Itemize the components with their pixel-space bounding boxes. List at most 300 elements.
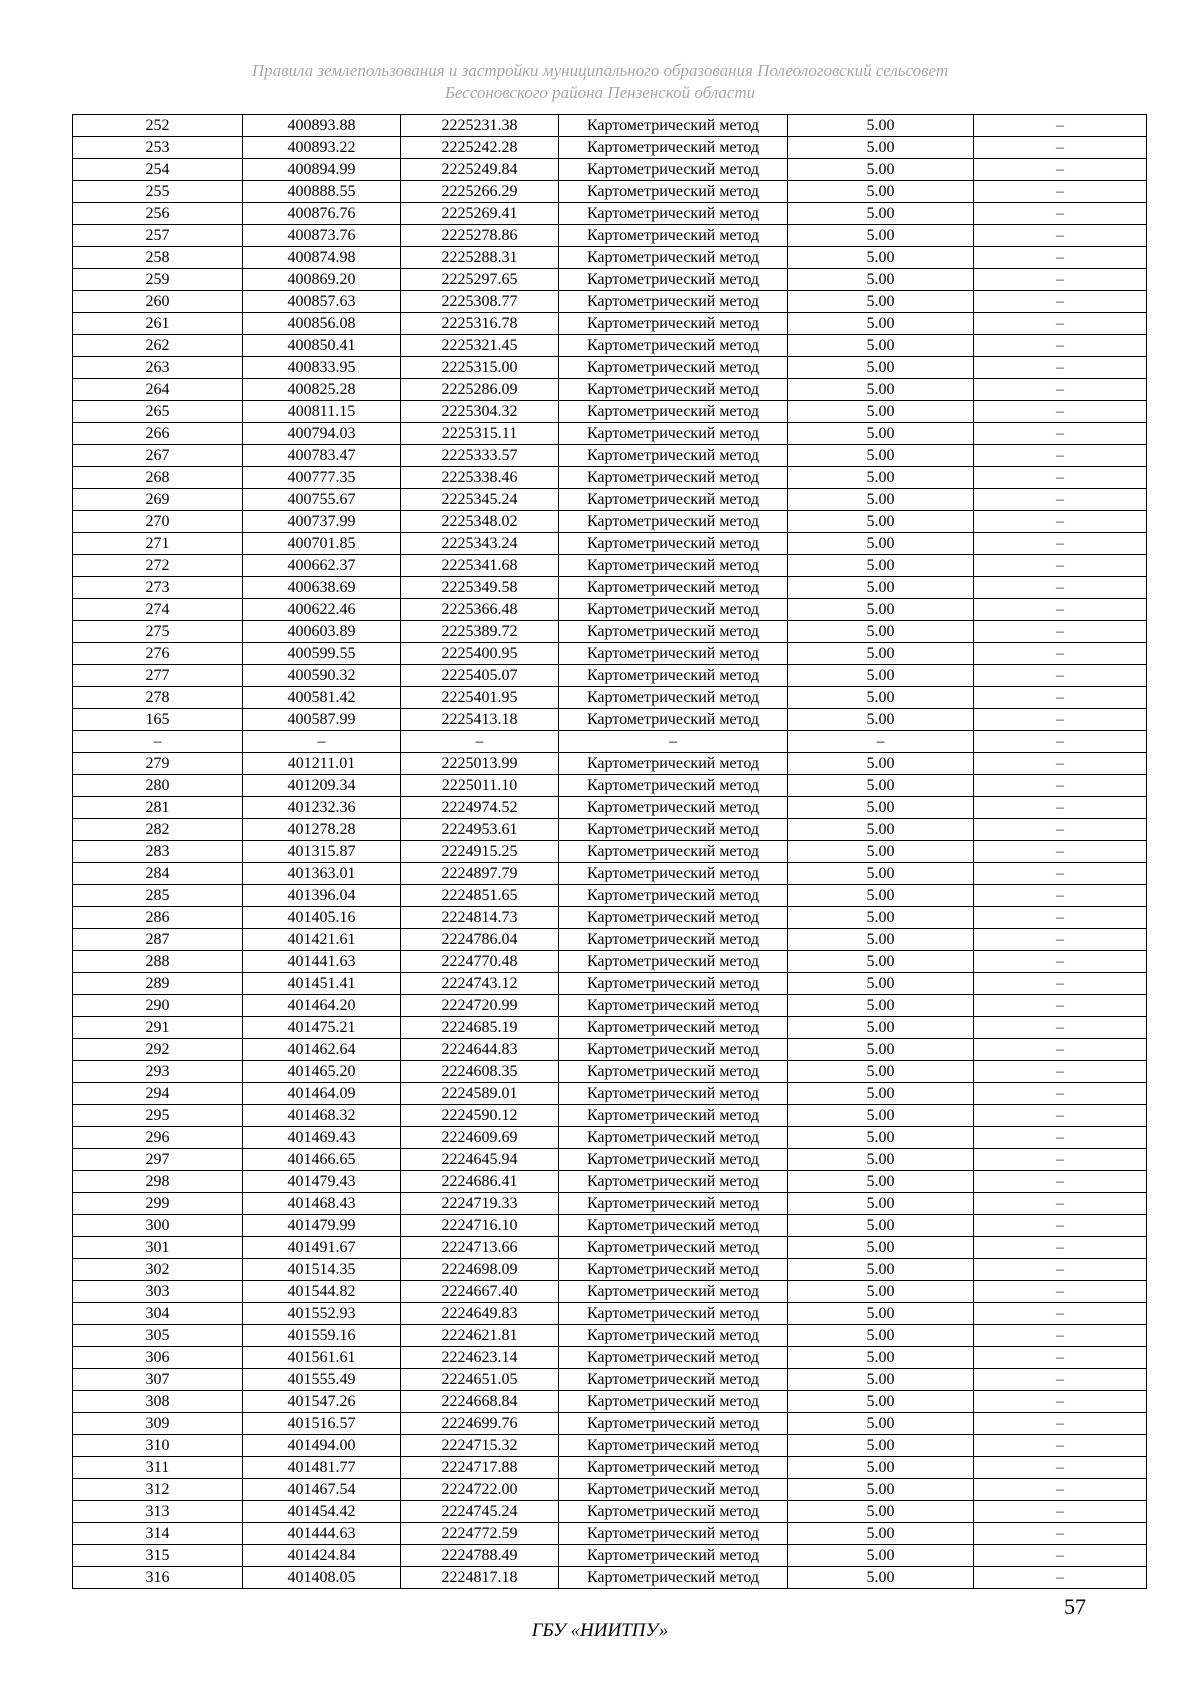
method-cell: Картометрический метод [559, 1479, 788, 1501]
accuracy-cell: 5.00 [788, 863, 974, 885]
point-number-cell: 316 [73, 1567, 243, 1589]
description-cell: – [974, 951, 1147, 973]
description-cell: – [974, 577, 1147, 599]
description-cell: – [974, 379, 1147, 401]
y-coordinate-cell: 2225288.31 [401, 247, 559, 269]
method-cell: Картометрический метод [559, 1127, 788, 1149]
table-row [73, 423, 1147, 445]
accuracy-cell: 5.00 [788, 1193, 974, 1215]
description-cell: – [974, 621, 1147, 643]
x-coordinate-cell: 401209.34 [243, 775, 401, 797]
accuracy-cell: 5.00 [788, 621, 974, 643]
table-row [73, 489, 1147, 511]
table-row [73, 665, 1147, 687]
accuracy-cell: 5.00 [788, 995, 974, 1017]
accuracy-cell: 5.00 [788, 1105, 974, 1127]
point-number-cell: 266 [73, 423, 243, 445]
y-coordinate-cell: 2224814.73 [401, 907, 559, 929]
method-cell: Картометрический метод [559, 1501, 788, 1523]
x-coordinate-cell: 401424.84 [243, 1545, 401, 1567]
description-cell: – [974, 687, 1147, 709]
y-coordinate-cell: 2224667.40 [401, 1281, 559, 1303]
table-row [73, 929, 1147, 951]
description-cell: – [974, 1303, 1147, 1325]
y-coordinate-cell: 2224645.94 [401, 1149, 559, 1171]
y-coordinate-cell: 2225011.10 [401, 775, 559, 797]
method-cell: Картометрический метод [559, 907, 788, 929]
point-number-cell: 264 [73, 379, 243, 401]
point-number-cell: 307 [73, 1369, 243, 1391]
table-row [73, 1215, 1147, 1237]
table-row [73, 401, 1147, 423]
point-number-cell: 274 [73, 599, 243, 621]
x-coordinate-cell: 401514.35 [243, 1259, 401, 1281]
accuracy-cell: 5.00 [788, 1347, 974, 1369]
y-coordinate-cell: 2225242.28 [401, 137, 559, 159]
table-row [73, 291, 1147, 313]
description-cell: – [974, 313, 1147, 335]
accuracy-cell: 5.00 [788, 247, 974, 269]
x-coordinate-cell: 400622.46 [243, 599, 401, 621]
description-cell: – [974, 511, 1147, 533]
description-cell: – [974, 929, 1147, 951]
table-row [73, 159, 1147, 181]
x-coordinate-cell: 400833.95 [243, 357, 401, 379]
point-number-cell: 273 [73, 577, 243, 599]
y-coordinate-cell: 2224786.04 [401, 929, 559, 951]
accuracy-cell: 5.00 [788, 577, 974, 599]
point-number-cell: 285 [73, 885, 243, 907]
y-coordinate-cell: 2224621.81 [401, 1325, 559, 1347]
x-coordinate-cell: 400737.99 [243, 511, 401, 533]
table-row [73, 907, 1147, 929]
point-number-cell: 305 [73, 1325, 243, 1347]
y-coordinate-cell: 2224717.88 [401, 1457, 559, 1479]
y-coordinate-cell: 2224788.49 [401, 1545, 559, 1567]
description-cell: – [974, 643, 1147, 665]
point-number-cell: 294 [73, 1083, 243, 1105]
description-cell: – [974, 665, 1147, 687]
description-cell: – [974, 753, 1147, 775]
y-coordinate-cell: 2225349.58 [401, 577, 559, 599]
description-cell: – [974, 1193, 1147, 1215]
point-number-cell: – [73, 731, 243, 753]
table-row [73, 1303, 1147, 1325]
x-coordinate-cell: 400869.20 [243, 269, 401, 291]
description-cell: – [974, 291, 1147, 313]
accuracy-cell: 5.00 [788, 797, 974, 819]
table-row [73, 995, 1147, 1017]
accuracy-cell: 5.00 [788, 665, 974, 687]
y-coordinate-cell: 2225348.02 [401, 511, 559, 533]
method-cell: Картометрический метод [559, 1083, 788, 1105]
x-coordinate-cell: 400590.32 [243, 665, 401, 687]
y-coordinate-cell: 2225366.48 [401, 599, 559, 621]
table-row [73, 1457, 1147, 1479]
y-coordinate-cell: 2224716.10 [401, 1215, 559, 1237]
x-coordinate-cell: 401555.49 [243, 1369, 401, 1391]
method-cell: Картометрический метод [559, 401, 788, 423]
description-cell: – [974, 357, 1147, 379]
description-cell: – [974, 1171, 1147, 1193]
point-number-cell: 279 [73, 753, 243, 775]
table-row [73, 1017, 1147, 1039]
y-coordinate-cell: 2225269.41 [401, 203, 559, 225]
method-cell: Картометрический метод [559, 973, 788, 995]
method-cell: Картометрический метод [559, 577, 788, 599]
table-row [73, 1479, 1147, 1501]
point-number-cell: 314 [73, 1523, 243, 1545]
description-cell: – [974, 1039, 1147, 1061]
y-coordinate-cell: 2225338.46 [401, 467, 559, 489]
table-row [73, 1171, 1147, 1193]
method-cell: Картометрический метод [559, 687, 788, 709]
description-cell: – [974, 445, 1147, 467]
x-coordinate-cell: 401475.21 [243, 1017, 401, 1039]
table-row [73, 379, 1147, 401]
x-coordinate-cell: 401469.43 [243, 1127, 401, 1149]
y-coordinate-cell: 2224722.00 [401, 1479, 559, 1501]
point-number-cell: 252 [73, 115, 243, 137]
table-row [73, 1127, 1147, 1149]
accuracy-cell: 5.00 [788, 555, 974, 577]
method-cell: Картометрический метод [559, 1545, 788, 1567]
accuracy-cell: 5.00 [788, 291, 974, 313]
table-row [73, 203, 1147, 225]
description-cell: – [974, 269, 1147, 291]
description-cell: – [974, 555, 1147, 577]
point-number-cell: 280 [73, 775, 243, 797]
description-cell: – [974, 1391, 1147, 1413]
method-cell: Картометрический метод [559, 1281, 788, 1303]
y-coordinate-cell: 2224685.19 [401, 1017, 559, 1039]
point-number-cell: 315 [73, 1545, 243, 1567]
table-row [73, 1501, 1147, 1523]
coordinates-table [72, 114, 1147, 1589]
accuracy-cell: 5.00 [788, 753, 974, 775]
x-coordinate-cell: 401363.01 [243, 863, 401, 885]
point-number-cell: 297 [73, 1149, 243, 1171]
point-number-cell: 272 [73, 555, 243, 577]
accuracy-cell: 5.00 [788, 1127, 974, 1149]
point-number-cell: 312 [73, 1479, 243, 1501]
y-coordinate-cell: 2225308.77 [401, 291, 559, 313]
accuracy-cell: 5.00 [788, 973, 974, 995]
point-number-cell: 254 [73, 159, 243, 181]
point-number-cell: 281 [73, 797, 243, 819]
accuracy-cell: 5.00 [788, 775, 974, 797]
accuracy-cell: 5.00 [788, 599, 974, 621]
method-cell: Картометрический метод [559, 511, 788, 533]
method-cell: Картометрический метод [559, 1413, 788, 1435]
y-coordinate-cell: 2224897.79 [401, 863, 559, 885]
description-cell: – [974, 1237, 1147, 1259]
method-cell: Картометрический метод [559, 929, 788, 951]
description-cell: – [974, 1567, 1147, 1589]
y-coordinate-cell: 2225297.65 [401, 269, 559, 291]
point-number-cell: 262 [73, 335, 243, 357]
accuracy-cell: 5.00 [788, 269, 974, 291]
method-cell: Картометрический метод [559, 1391, 788, 1413]
table-row [73, 313, 1147, 335]
method-cell: Картометрический метод [559, 225, 788, 247]
method-cell: Картометрический метод [559, 379, 788, 401]
description-cell: – [974, 1105, 1147, 1127]
x-coordinate-cell: 401454.42 [243, 1501, 401, 1523]
y-coordinate-cell: 2224651.05 [401, 1369, 559, 1391]
table-row [73, 1347, 1147, 1369]
y-coordinate-cell: 2225401.95 [401, 687, 559, 709]
method-cell: Картометрический метод [559, 621, 788, 643]
x-coordinate-cell: 400876.76 [243, 203, 401, 225]
description-cell: – [974, 467, 1147, 489]
table-row [73, 731, 1147, 753]
point-number-cell: 257 [73, 225, 243, 247]
y-coordinate-cell: 2224668.84 [401, 1391, 559, 1413]
point-number-cell: 301 [73, 1237, 243, 1259]
table-row [73, 775, 1147, 797]
accuracy-cell: 5.00 [788, 951, 974, 973]
point-number-cell: 255 [73, 181, 243, 203]
point-number-cell: 253 [73, 137, 243, 159]
description-cell: – [974, 1479, 1147, 1501]
table-row [73, 533, 1147, 555]
method-cell: Картометрический метод [559, 137, 788, 159]
description-cell: – [974, 1413, 1147, 1435]
method-cell: Картометрический метод [559, 1523, 788, 1545]
y-coordinate-cell: 2224715.32 [401, 1435, 559, 1457]
y-coordinate-cell: 2225249.84 [401, 159, 559, 181]
accuracy-cell: 5.00 [788, 1215, 974, 1237]
point-number-cell: 310 [73, 1435, 243, 1457]
description-cell: – [974, 225, 1147, 247]
description-cell: – [974, 401, 1147, 423]
y-coordinate-cell: 2224609.69 [401, 1127, 559, 1149]
description-cell: – [974, 1501, 1147, 1523]
x-coordinate-cell: 400893.22 [243, 137, 401, 159]
x-coordinate-cell: – [243, 731, 401, 753]
x-coordinate-cell: 400888.55 [243, 181, 401, 203]
y-coordinate-cell: 2224770.48 [401, 951, 559, 973]
x-coordinate-cell: 400755.67 [243, 489, 401, 511]
y-coordinate-cell: – [401, 731, 559, 753]
y-coordinate-cell: 2225315.11 [401, 423, 559, 445]
point-number-cell: 295 [73, 1105, 243, 1127]
y-coordinate-cell: 2225316.78 [401, 313, 559, 335]
method-cell: Картометрический метод [559, 841, 788, 863]
accuracy-cell: 5.00 [788, 1259, 974, 1281]
point-number-cell: 278 [73, 687, 243, 709]
table-row [73, 1039, 1147, 1061]
description-cell: – [974, 115, 1147, 137]
y-coordinate-cell: 2224589.01 [401, 1083, 559, 1105]
accuracy-cell: 5.00 [788, 313, 974, 335]
table-row [73, 1281, 1147, 1303]
description-cell: – [974, 247, 1147, 269]
y-coordinate-cell: 2224649.83 [401, 1303, 559, 1325]
method-cell: Картометрический метод [559, 357, 788, 379]
y-coordinate-cell: 2225286.09 [401, 379, 559, 401]
table-row [73, 247, 1147, 269]
x-coordinate-cell: 401467.54 [243, 1479, 401, 1501]
table-row [73, 1545, 1147, 1567]
y-coordinate-cell: 2224686.41 [401, 1171, 559, 1193]
table-row [73, 1149, 1147, 1171]
description-cell: – [974, 423, 1147, 445]
description-cell: – [974, 1347, 1147, 1369]
method-cell: Картометрический метод [559, 335, 788, 357]
x-coordinate-cell: 400825.28 [243, 379, 401, 401]
method-cell: Картометрический метод [559, 1215, 788, 1237]
x-coordinate-cell: 400894.99 [243, 159, 401, 181]
table-row [73, 1391, 1147, 1413]
accuracy-cell: 5.00 [788, 137, 974, 159]
accuracy-cell: 5.00 [788, 1171, 974, 1193]
table-row [73, 1567, 1147, 1589]
method-cell: Картометрический метод [559, 1567, 788, 1589]
point-number-cell: 258 [73, 247, 243, 269]
x-coordinate-cell: 401315.87 [243, 841, 401, 863]
point-number-cell: 299 [73, 1193, 243, 1215]
description-cell: – [974, 731, 1147, 753]
x-coordinate-cell: 401561.61 [243, 1347, 401, 1369]
accuracy-cell: 5.00 [788, 225, 974, 247]
x-coordinate-cell: 400783.47 [243, 445, 401, 467]
x-coordinate-cell: 400857.63 [243, 291, 401, 313]
description-cell: – [974, 1259, 1147, 1281]
description-cell: – [974, 863, 1147, 885]
method-cell: Картометрический метод [559, 775, 788, 797]
x-coordinate-cell: 400701.85 [243, 533, 401, 555]
point-number-cell: 260 [73, 291, 243, 313]
point-number-cell: 267 [73, 445, 243, 467]
y-coordinate-cell: 2224953.61 [401, 819, 559, 841]
y-coordinate-cell: 2225266.29 [401, 181, 559, 203]
table-row [73, 1369, 1147, 1391]
method-cell: Картометрический метод [559, 1237, 788, 1259]
x-coordinate-cell: 401479.43 [243, 1171, 401, 1193]
description-cell: – [974, 1061, 1147, 1083]
y-coordinate-cell: 2225278.86 [401, 225, 559, 247]
accuracy-cell: 5.00 [788, 445, 974, 467]
x-coordinate-cell: 401444.63 [243, 1523, 401, 1545]
table-row [73, 709, 1147, 731]
method-cell: Картометрический метод [559, 1259, 788, 1281]
table-row [73, 819, 1147, 841]
accuracy-cell: 5.00 [788, 709, 974, 731]
accuracy-cell: 5.00 [788, 335, 974, 357]
accuracy-cell: – [788, 731, 974, 753]
description-cell: – [974, 841, 1147, 863]
description-cell: – [974, 1127, 1147, 1149]
accuracy-cell: 5.00 [788, 1061, 974, 1083]
method-cell: Картометрический метод [559, 709, 788, 731]
description-cell: – [974, 1545, 1147, 1567]
description-cell: – [974, 1281, 1147, 1303]
description-cell: – [974, 1435, 1147, 1457]
y-coordinate-cell: 2225405.07 [401, 665, 559, 687]
y-coordinate-cell: 2224974.52 [401, 797, 559, 819]
x-coordinate-cell: 401516.57 [243, 1413, 401, 1435]
accuracy-cell: 5.00 [788, 181, 974, 203]
y-coordinate-cell: 2225413.18 [401, 709, 559, 731]
description-cell: – [974, 533, 1147, 555]
method-cell: Картометрический метод [559, 203, 788, 225]
point-number-cell: 165 [73, 709, 243, 731]
method-cell: Картометрический метод [559, 445, 788, 467]
table-row [73, 1061, 1147, 1083]
method-cell: Картометрический метод [559, 951, 788, 973]
method-cell: Картометрический метод [559, 1369, 788, 1391]
x-coordinate-cell: 400587.99 [243, 709, 401, 731]
accuracy-cell: 5.00 [788, 401, 974, 423]
table-row [73, 1193, 1147, 1215]
y-coordinate-cell: 2224817.18 [401, 1567, 559, 1589]
table-row [73, 951, 1147, 973]
accuracy-cell: 5.00 [788, 1523, 974, 1545]
method-cell: Картометрический метод [559, 863, 788, 885]
x-coordinate-cell: 401441.63 [243, 951, 401, 973]
y-coordinate-cell: 2225315.00 [401, 357, 559, 379]
table-row [73, 181, 1147, 203]
y-coordinate-cell: 2225321.45 [401, 335, 559, 357]
table-row [73, 1083, 1147, 1105]
point-number-cell: 296 [73, 1127, 243, 1149]
description-cell: – [974, 797, 1147, 819]
point-number-cell: 290 [73, 995, 243, 1017]
x-coordinate-cell: 400811.15 [243, 401, 401, 423]
method-cell: Картометрический метод [559, 885, 788, 907]
point-number-cell: 256 [73, 203, 243, 225]
point-number-cell: 268 [73, 467, 243, 489]
accuracy-cell: 5.00 [788, 115, 974, 137]
accuracy-cell: 5.00 [788, 1039, 974, 1061]
method-cell: Картометрический метод [559, 269, 788, 291]
point-number-cell: 263 [73, 357, 243, 379]
accuracy-cell: 5.00 [788, 203, 974, 225]
method-cell: Картометрический метод [559, 1435, 788, 1457]
y-coordinate-cell: 2225389.72 [401, 621, 559, 643]
point-number-cell: 265 [73, 401, 243, 423]
point-number-cell: 313 [73, 1501, 243, 1523]
table-row [73, 115, 1147, 137]
y-coordinate-cell: 2225304.32 [401, 401, 559, 423]
description-cell: – [974, 819, 1147, 841]
point-number-cell: 275 [73, 621, 243, 643]
description-cell: – [974, 1325, 1147, 1347]
description-cell: – [974, 885, 1147, 907]
method-cell: Картометрический метод [559, 599, 788, 621]
point-number-cell: 303 [73, 1281, 243, 1303]
x-coordinate-cell: 400638.69 [243, 577, 401, 599]
point-number-cell: 304 [73, 1303, 243, 1325]
description-cell: – [974, 1017, 1147, 1039]
accuracy-cell: 5.00 [788, 1501, 974, 1523]
table-row [73, 225, 1147, 247]
x-coordinate-cell: 401405.16 [243, 907, 401, 929]
accuracy-cell: 5.00 [788, 1017, 974, 1039]
method-cell: Картометрический метод [559, 665, 788, 687]
point-number-cell: 287 [73, 929, 243, 951]
accuracy-cell: 5.00 [788, 1237, 974, 1259]
description-cell: – [974, 335, 1147, 357]
y-coordinate-cell: 2224699.76 [401, 1413, 559, 1435]
table-row [73, 841, 1147, 863]
method-cell: Картометрический метод [559, 555, 788, 577]
x-coordinate-cell: 401468.43 [243, 1193, 401, 1215]
table-row [73, 335, 1147, 357]
accuracy-cell: 5.00 [788, 1149, 974, 1171]
